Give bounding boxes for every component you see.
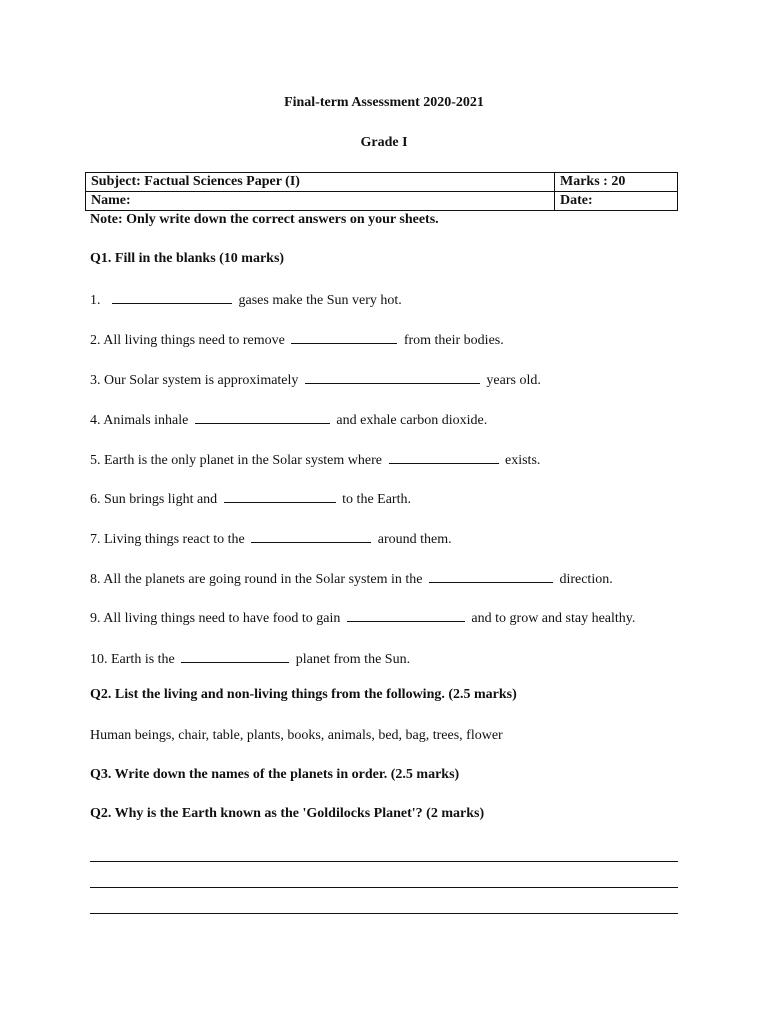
q1-item-9-before: 9. All living things need to have food to gain xyxy=(90,611,341,626)
note-text: Note: Only write down the correct answers on your sheets. xyxy=(90,212,439,227)
marks-cell: Marks : 20 xyxy=(555,173,678,192)
q4-heading: Q2. Why is the Earth known as the 'Goldilocks Planet'? (2 marks) xyxy=(90,806,485,821)
q1-item-9 xyxy=(90,608,635,627)
q1-item-8-before: 8. All the planets are going round in the Solar system in the xyxy=(90,572,423,587)
q1-item-10-blank xyxy=(181,649,289,663)
q1-item-8-after: direction. xyxy=(559,572,613,587)
subject-cell: Subject: Factual Sciences Paper (I) xyxy=(86,173,555,192)
q1-item-8-blank xyxy=(429,569,553,583)
answer-line-2 xyxy=(90,887,678,888)
q1-item-7-before: 7. Living things react to the xyxy=(90,532,245,547)
grade-title: Grade I xyxy=(360,135,408,150)
q1-item-3-before: 3. Our Solar system is approximately xyxy=(90,373,299,388)
q1-item-4-after: and exhale carbon dioxide. xyxy=(336,413,488,428)
q1-item-2-blank xyxy=(291,330,397,344)
q1-item-1-blank xyxy=(112,290,232,304)
q1-item-6-blank xyxy=(224,489,336,503)
answer-line-1 xyxy=(90,861,678,862)
q1-item-6-before: 6. Sun brings light and xyxy=(90,492,218,507)
q1-item-1 xyxy=(90,290,402,309)
q1-heading: Q1. Fill in the blanks (10 marks) xyxy=(90,251,285,266)
q1-item-2 xyxy=(90,330,504,349)
q1-item-1-after: gases make the Sun very hot. xyxy=(238,293,402,308)
q1-item-10-after: planet from the Sun. xyxy=(295,652,411,667)
q1-item-10 xyxy=(90,649,410,668)
q1-item-10-before: 10. Earth is the xyxy=(90,652,175,667)
answer-line-3 xyxy=(90,913,678,914)
q1-item-3-blank xyxy=(305,370,480,384)
q1-item-5 xyxy=(90,450,540,469)
q1-item-7-blank xyxy=(251,529,371,543)
q1-item-1-before: 1. xyxy=(90,293,101,308)
q1-item-4-blank xyxy=(195,410,330,424)
q1-item-4 xyxy=(90,410,487,429)
q1-item-6-after: to the Earth. xyxy=(342,492,411,507)
q2-word-list: Human beings, chair, table, plants, books, animals, bed, bag, trees, flower xyxy=(90,728,503,743)
q3-heading: Q3. Write down the names of the planets in order. (2.5 marks) xyxy=(90,767,460,782)
q1-item-8 xyxy=(90,569,613,588)
q1-item-4-before: 4. Animals inhale xyxy=(90,413,189,428)
q1-item-2-after: from their bodies. xyxy=(403,333,504,348)
q1-item-5-before: 5. Earth is the only planet in the Solar system where xyxy=(90,453,382,468)
info-row-name xyxy=(86,192,678,211)
q1-item-7 xyxy=(90,529,452,548)
info-table xyxy=(85,172,678,211)
info-row-subject xyxy=(86,173,678,192)
q1-item-5-blank xyxy=(389,450,499,464)
date-cell: Date: xyxy=(555,192,678,211)
q1-item-3-after: years old. xyxy=(486,373,541,388)
q1-item-6 xyxy=(90,489,411,508)
name-cell: Name: xyxy=(86,192,555,211)
q1-item-3 xyxy=(90,370,541,389)
q1-item-5-after: exists. xyxy=(505,453,541,468)
q1-item-9-after: and to grow and stay healthy. xyxy=(471,611,636,626)
q2-heading: Q2. List the living and non-living things from the following. (2.5 marks) xyxy=(90,687,517,702)
assessment-title: Final-term Assessment 2020-2021 xyxy=(284,95,484,110)
q1-item-7-after: around them. xyxy=(377,532,452,547)
q1-item-9-blank xyxy=(347,608,465,622)
q1-item-2-before: 2. All living things need to remove xyxy=(90,333,285,348)
